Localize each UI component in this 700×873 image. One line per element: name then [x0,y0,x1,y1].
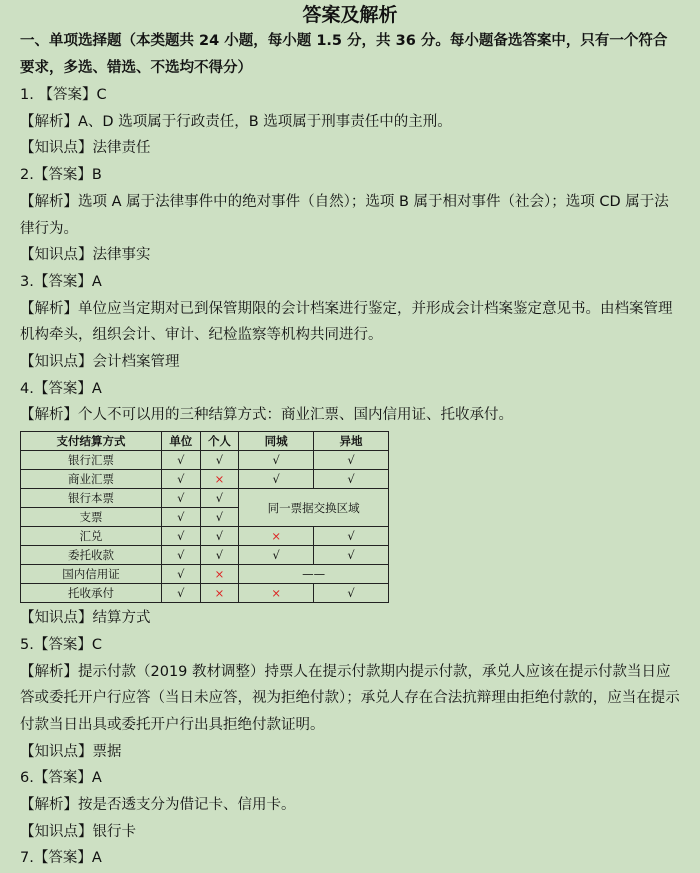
header-cell: 单位 [162,432,201,451]
table-cell: √ [162,565,201,584]
table-cell: √ [239,546,314,565]
table-cell: √ [162,546,201,565]
table-cell: √ [314,527,389,546]
table-cell: 汇兑 [21,527,162,546]
knowledge-point: 【知识点】票据 [20,743,122,760]
table-cell: √ [314,584,389,603]
knowledge-point: 【知识点】银行卡 [20,823,136,840]
table-cell: × [200,470,239,489]
answer-list [20,82,680,872]
header-cell: 同城 [239,432,314,451]
table-cell: × [239,527,314,546]
analysis-text: 【解析】A、D 选项属于行政责任，B 选项属于刑事责任中的主刑。 [20,113,452,130]
answer-line: 7.【答案】A [20,850,102,867]
knowledge-point: 【知识点】法律事实 [20,247,151,264]
header-cell: 个人 [200,432,239,451]
table-cell: × [239,584,314,603]
answer-line: 4.【答案】A [20,380,102,397]
analysis-text: 【解析】按是否透支分为借记卡、信用卡。 [20,797,296,814]
page-title: 答案及解析 [302,4,398,26]
table-cell: × [200,565,239,584]
knowledge-point: 【知识点】结算方式 [20,610,151,627]
answer-line: 5.【答案】C [20,636,102,653]
merged-cell: 同一票据交换区域 [239,489,389,527]
analysis-text: 【解析】个人不可以用的三种结算方式：商业汇票、国内信用证、托收承付。 [20,407,513,424]
table-row [21,565,389,584]
table-cell: √ [200,527,239,546]
table-cell: √ [162,527,201,546]
header-cell: 异地 [314,432,389,451]
table-cell: √ [162,451,201,470]
table-cell: 银行汇票 [21,451,162,470]
table-cell: √ [239,470,314,489]
table-cell: √ [200,451,239,470]
table-cell: √ [200,546,239,565]
answer-line: 6.【答案】A [20,770,102,787]
analysis-text: 【解析】选项 A 属于法律事件中的绝对事件（自然）；选项 B 属于相对事件（社会）；选项 CD 属于法律行为。 [20,193,669,237]
answer-line: 3.【答案】A [20,273,102,290]
table-cell: √ [162,508,201,527]
table-cell: √ [314,470,389,489]
table-row [21,451,389,470]
table-cell: √ [162,470,201,489]
knowledge-point: 【知识点】法律责任 [20,140,151,157]
table-cell: √ [239,451,314,470]
section-heading: 一、单项选择题（本类题共 24 小题，每小题 1.5 分，共 36 分。每小题备选答案中，只有一个符合要求，多选、错选、不选均不得分） [20,33,668,76]
table-cell: 国内信用证 [21,565,162,584]
answer-line: 1. 【答案】C [20,87,107,103]
analysis-text: 【解析】提示付款（2019 教材调整）持票人在提示付款期内提示付款，承兑人应该在提示付款当日应答或委托开户行应答（当日未应答，视为拒绝付款）；承兑人存在合法抗辩理由拒绝付款的，应当在提示付款当日出具或委托开户行出具拒绝付款证明。 [20,663,680,733]
table-cell: 支票 [21,508,162,527]
settlement-table [20,431,389,603]
table-cell: √ [314,546,389,565]
table-cell: √ [162,489,201,508]
knowledge-point: 【知识点】会计档案管理 [20,354,180,371]
analysis-text: 【解析】单位应当定期对已到保管期限的会计档案进行鉴定，并形成会计档案鉴定意见书。由档案管理机构牵头，组织会计、审计、纪检监察等机构共同进行。 [20,300,673,344]
table-row [21,470,389,489]
table-row [21,527,389,546]
table-row [21,584,389,603]
table-header-row [21,432,389,451]
table-cell: √ [162,584,201,603]
merged-cell: —— [239,565,389,584]
answer-line: 2.【答案】B [20,167,102,184]
table-cell: √ [200,508,239,527]
table-cell: × [200,584,239,603]
table-row [21,489,389,508]
table-row [21,546,389,565]
table-cell: 商业汇票 [21,470,162,489]
table-cell: 托收承付 [21,584,162,603]
table-cell: √ [200,489,239,508]
table-cell: 委托收款 [21,546,162,565]
header-cell: 支付结算方式 [21,432,162,451]
table-cell: 银行本票 [21,489,162,508]
table-cell: √ [314,451,389,470]
